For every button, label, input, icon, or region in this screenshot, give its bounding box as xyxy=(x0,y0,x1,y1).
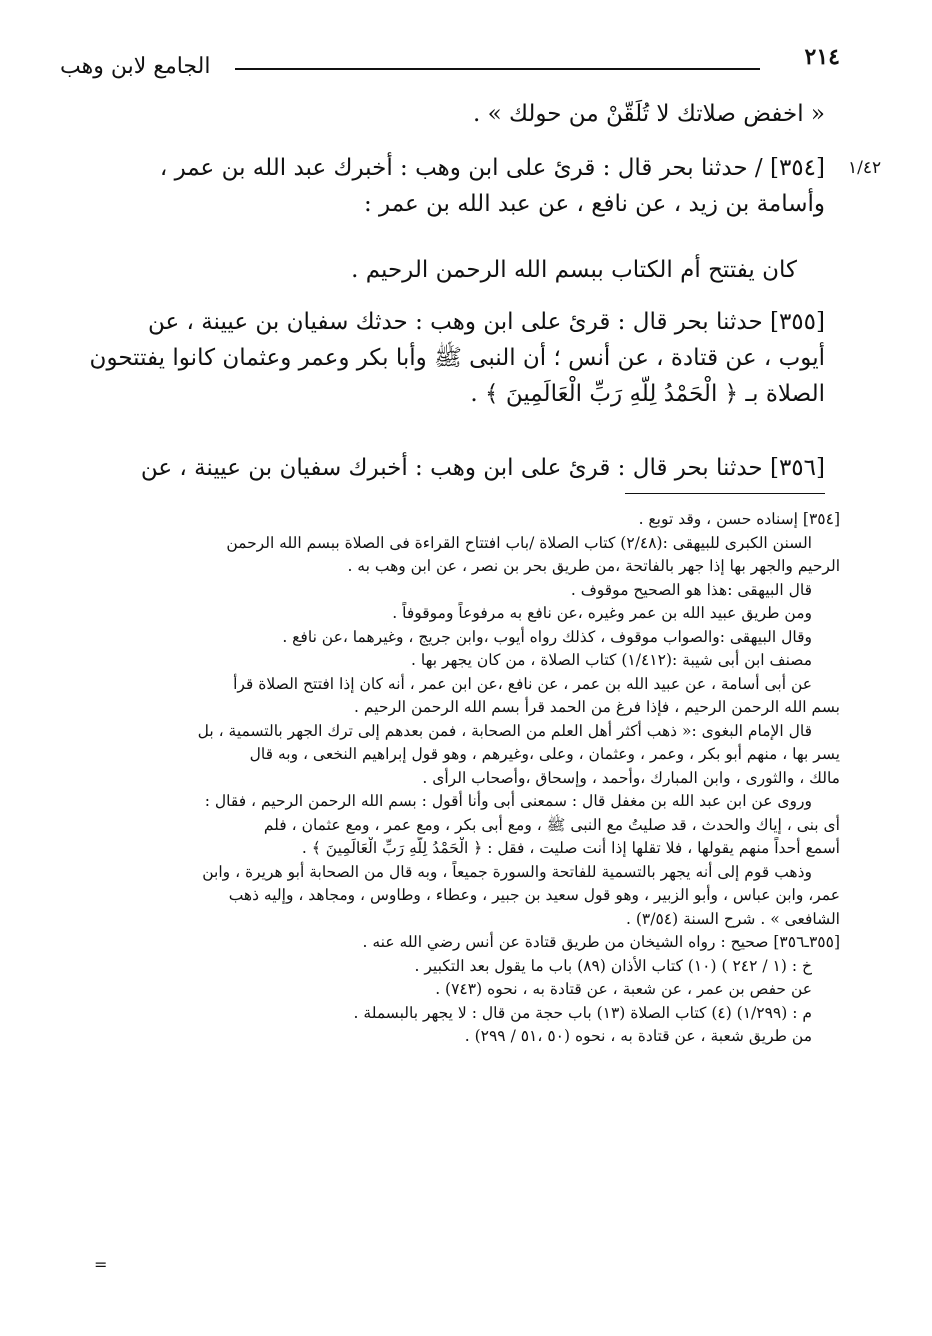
footnote-line: مالك ، والثورى ، وابن المبارك ،وأحمد ، وإسحاق ،وأصحاب الرأى . xyxy=(422,768,840,787)
main-text xyxy=(75,96,825,132)
hadith-354 xyxy=(75,150,825,222)
footnote-line: الشافعى » . شرح السنة (٣/٥٤) . xyxy=(626,909,840,928)
footnote-line: م : (١/٢٩٩) (٤) كتاب الصلاة (١٣) باب حجة من قال : لا يجهر بالبسملة . xyxy=(353,1003,812,1022)
footnote-line: السنن الكبرى للبيهقى :(٢/٤٨) كتاب الصلاة /باب افتتاح القراءة فى الصلاة ببسم الله الرحمن xyxy=(226,533,812,552)
footnote-line: ومن طريق عبيد الله بن عمر وغيره ،عن نافع به مرفوعاً وموقوفاً . xyxy=(392,604,812,622)
footnote-line: قال البيهقى :هذا هو الصحيح موقوف . xyxy=(570,580,812,599)
footnote-heading: [٣٥٤] إسناده حسن ، وقد توبع . xyxy=(638,510,840,528)
page-number: ٢١٤ xyxy=(804,44,840,70)
hadith-355 xyxy=(75,304,825,412)
footnote-line: يسر بها ، منهم أبو بكر ، وعمر ، وعثمان ، وعلى ،وغيرهم ، وهو قول إبراهيم النخعى ، وبه قال xyxy=(249,745,840,763)
main-line: [٣٥٤] / حدثنا بحر قال : قرئ على ابن وهب : أخبرك عبد الله بن عمر ، xyxy=(159,155,825,181)
footnote-line: خ : (١ / ٢٤٢ ) (١٠) كتاب الأذان (٨٩) باب ما يقول بعد التكبير . xyxy=(414,956,812,975)
hadith-356 xyxy=(75,450,825,486)
footnote-line: قال الإمام البغوى :« ذهب أكثر أهل العلم من الصحابة ، فمن بعدهم إلى ترك الجهر بالتسمية ، بل xyxy=(197,721,812,740)
main-line: الصلاة بـ ﴿ الْحَمْدُ لِلَّهِ رَبِّ الْعَالَمِينَ ﴾ . xyxy=(470,381,825,407)
main-line: وأسامة بن زيد ، عن نافع ، عن عبد الله بن عمر : xyxy=(363,191,825,217)
footnote-line: عن أبى أسامة ، عن عبيد الله بن عمر ، عن نافع ،عن ابن عمر ، أنه كان إذا افتتح الصلاة قرأ xyxy=(233,674,812,693)
footnote-line: وقال البيهقى :والصواب موقوف ، كذلك رواه أيوب ،وابن جريج ، وغيرهما ،عن نافع . xyxy=(282,627,812,646)
book-title: الجامع لابن وهب xyxy=(60,54,211,79)
hadith-354-matn xyxy=(75,252,825,288)
main-line: [٣٥٦] حدثنا بحر قال : قرئ على ابن وهب : أخبرك سفيان بن عيينة ، عن xyxy=(140,455,825,481)
main-line: « اخفض صلاتك لا تُلَقّنْ من حولك » . xyxy=(473,101,825,127)
footnote-line: بسم الله الرحمن الرحيم ، فإذا فرغ من الحمد قرأ بسم الله الرحمن الرحيم . xyxy=(354,698,840,716)
main-line: كان يفتتح أم الكتاب ببسم الله الرحمن الرحيم . xyxy=(351,257,797,283)
footnote-line: عمر، وابن عباس ، وأبو الزبير ، وهو قول سعيد بن جبير ، وعطاء ، وطاوس ، ومجاهد ، وإليه ذهب xyxy=(228,886,840,904)
page-header xyxy=(60,44,840,84)
margin-folio-reference: ١/٤٢ xyxy=(848,158,882,178)
footnote-line: وروى عن ابن عبد الله بن مغفل قال : سمعنى أبى وأنا أقول : بسم الله الرحمن الرحيم ، فقال : xyxy=(204,792,812,810)
footnote-line: الرحيم والجهر بها إذا جهر بالفاتحة ،من طريق بحر بن نصر ، عن ابن وهب به . xyxy=(347,557,840,575)
footnotes xyxy=(80,508,840,1049)
footnote-line: وذهب قوم إلى أنه يجهر بالتسمية للفاتحة والسورة جميعاً ، وبه قال من الصحابة أبو هريرة ، وابن xyxy=(202,862,812,881)
footnote-line: من طريق شعبة ، عن قتادة به ، نحوه (٥٠ ،٥١ / ٢٩٩) . xyxy=(464,1027,812,1045)
footnote-line: أى بنى ، إياك والحدث ، قد صليتُ مع النبى ﷺ ، ومع أبى بكر ، ومع عمر ، ومع عثمان ، فلم xyxy=(263,815,840,834)
footnote-line: عن حفص بن عمر ، عن شعبة ، عن قتادة به ، نحوه (٧٤٣) . xyxy=(435,980,812,998)
header-rule xyxy=(235,68,760,70)
main-line: [٣٥٥] حدثنا بحر قال : قرئ على ابن وهب : حدثك سفيان بن عيينة ، عن xyxy=(147,309,825,335)
footnote-heading: [٣٥٥ـ٣٥٦] صحيح : رواه الشيخان من طريق قتادة عن أنس رضي الله عنه . xyxy=(362,933,840,951)
footnote-divider xyxy=(625,493,825,494)
main-line: أيوب ، عن قتادة ، عن أنس ؛ أن النبى ﷺ وأبا بكر وعمر وعثمان كانوا يفتتحون xyxy=(89,345,825,371)
footnote-line: أسمع أحداً منهم يقولها ، فلا تقلها إذا أنت صليت ، فقل : ﴿ الْحَمْدُ لِلَّهِ رَبِّ الْعَالَمِينَ ﴾ . xyxy=(301,839,840,857)
footnote-line: مصنف ابن أبى شيبة :(١/٤١٢) كتاب الصلاة ، من كان يجهر بها . xyxy=(411,651,812,669)
footer-mark: = xyxy=(94,1255,108,1274)
